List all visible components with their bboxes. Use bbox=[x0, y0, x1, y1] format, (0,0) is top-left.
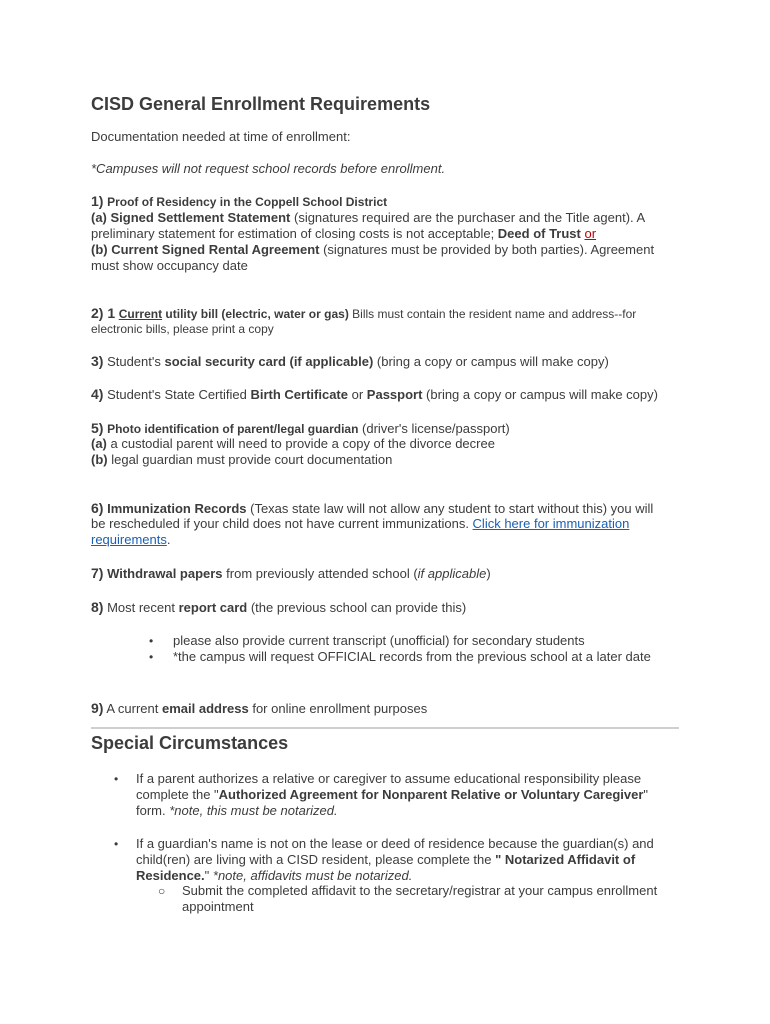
item-9: 9) A current email address for online enrollment purposes bbox=[91, 700, 428, 716]
circle-bullet-icon: ○ bbox=[158, 884, 166, 898]
bullet-icon: • bbox=[149, 650, 154, 664]
item-5-b: (b) legal guardian must provide court documentation bbox=[91, 452, 393, 467]
item-5-a: (a) a custodial parent will need to provide a copy of the divorce decree bbox=[91, 436, 495, 451]
item-6-cont: be rescheduled if your child does not have current immunizations. Click here for immunization bbox=[91, 516, 630, 531]
item-2-cont: electronic bills, please print a copy bbox=[91, 322, 274, 336]
immunization-link-cont[interactable]: requirements bbox=[91, 532, 167, 547]
item-1-heading: 1) Proof of Residency in the Coppell School District bbox=[91, 193, 388, 209]
records-note: *Campuses will not request school records before enrollment. bbox=[91, 161, 446, 176]
item-8: 8) Most recent report card (the previous school can provide this) bbox=[91, 599, 467, 615]
item-1-b: (b) Current Signed Rental Agreement (signatures must be provided by both parties). Agreement bbox=[91, 242, 655, 257]
item-5: 5) Photo identification of parent/legal guardian (driver's license/passport) bbox=[91, 420, 510, 436]
intro-text: Documentation needed at time of enrollment: bbox=[91, 129, 351, 144]
bullet-icon: • bbox=[149, 634, 154, 648]
item-6: 6) Immunization Records (Texas state law will not allow any student to start without this) you will bbox=[91, 500, 654, 516]
special-heading: Special Circumstances bbox=[91, 733, 289, 753]
item-7: 7) Withdrawal papers from previously attended school (if applicable) bbox=[91, 565, 491, 581]
item-2: 2) 1 Current utility bill (electric, water or gas) Bills must contain the resident name and address--for bbox=[91, 305, 637, 321]
page-title: CISD General Enrollment Requirements bbox=[91, 94, 431, 114]
item-4: 4) Student's State Certified Birth Certificate or Passport (bring a copy or campus will make copy) bbox=[91, 386, 658, 402]
section-divider bbox=[91, 727, 679, 729]
bullet-icon: • bbox=[114, 837, 119, 851]
item-1-b-cont: must show occupancy date bbox=[91, 258, 248, 273]
immunization-link[interactable]: Click here for immunization bbox=[472, 516, 630, 531]
item-1-a-cont: preliminary statement for estimation of closing costs is not acceptable; Deed of Trust or bbox=[91, 226, 597, 241]
or-text: or bbox=[584, 226, 597, 241]
item-3: 3) Student's social security card (if applicable) (bring a copy or campus will make copy) bbox=[91, 353, 609, 369]
bullet-icon: • bbox=[114, 772, 119, 786]
item-1-a: (a) Signed Settlement Statement (signatures required are the purchaser and the Title agent). A bbox=[91, 210, 646, 225]
item-6-cont2: requirements. bbox=[91, 532, 171, 547]
